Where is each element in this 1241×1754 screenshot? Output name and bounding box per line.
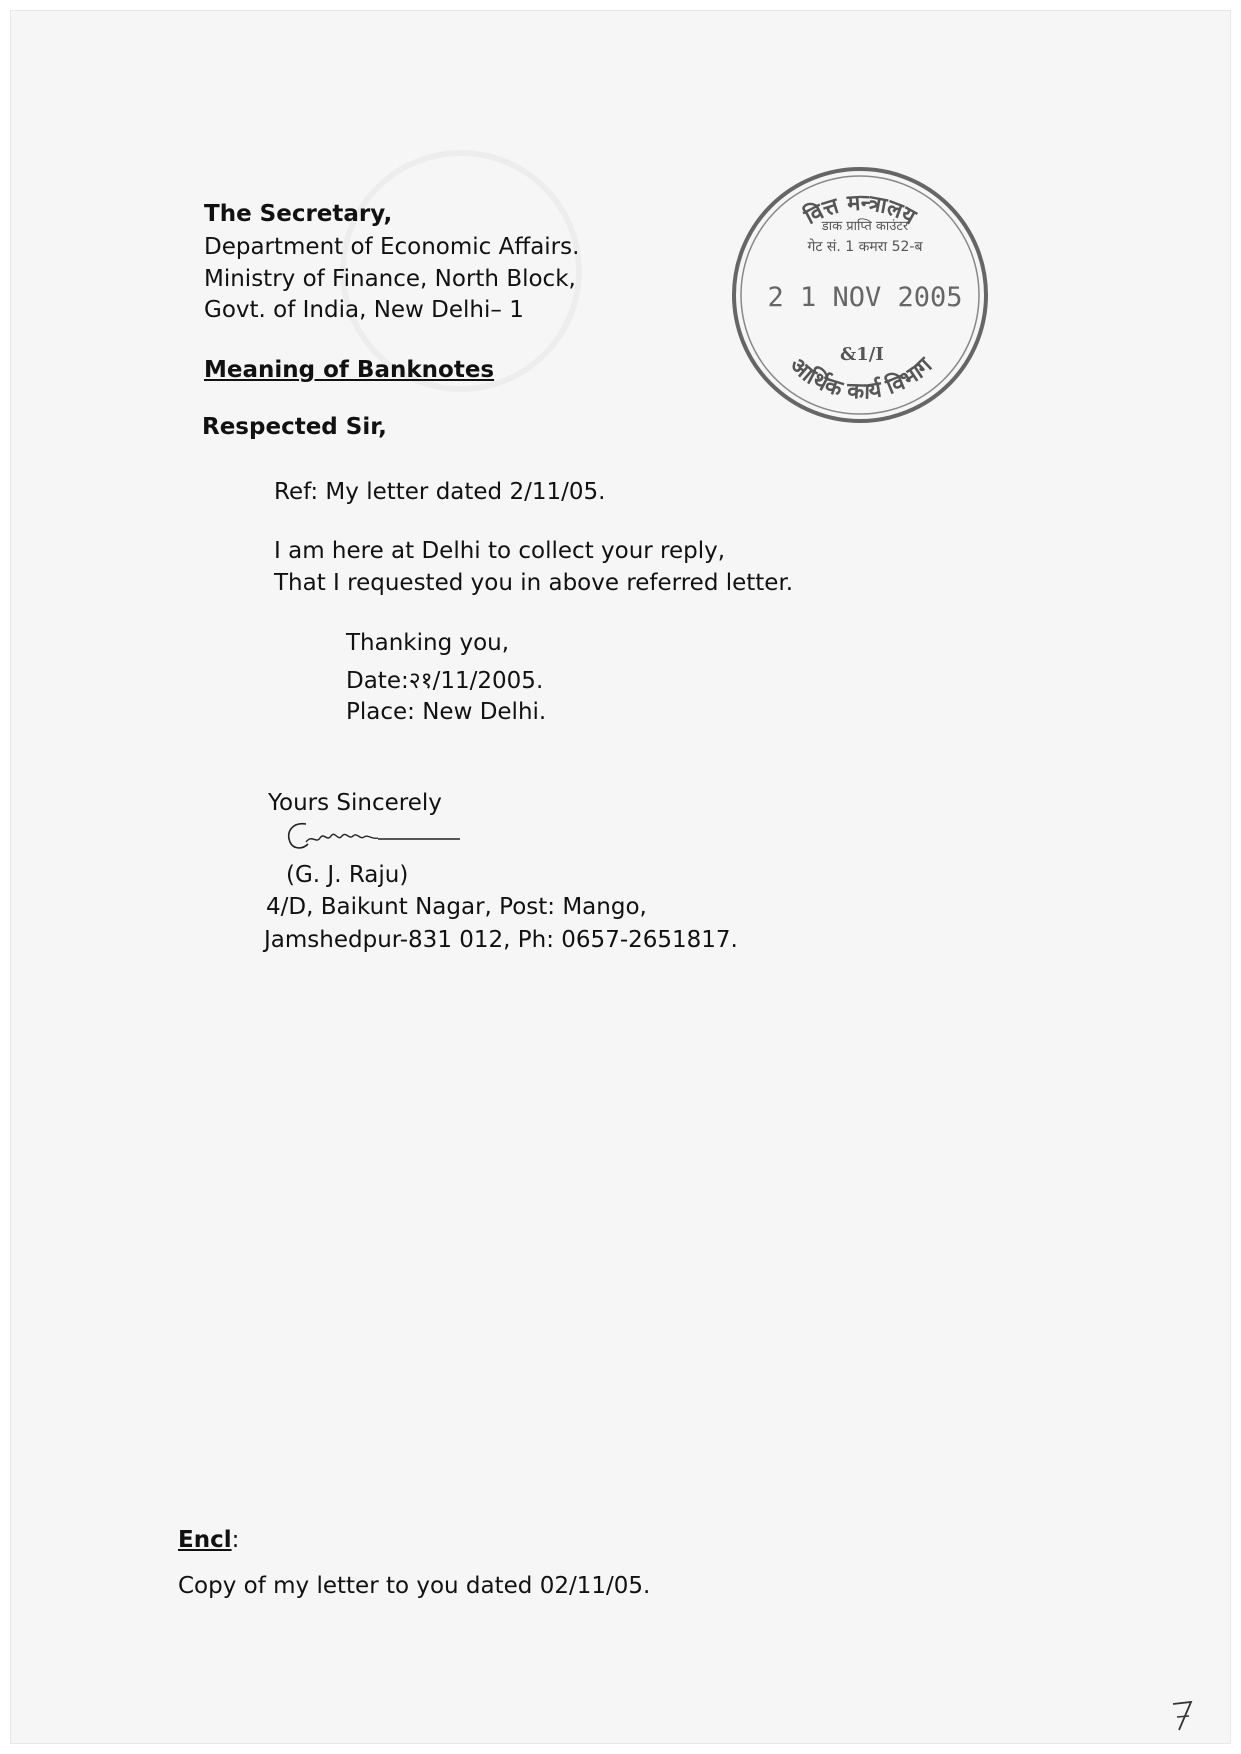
letter-page bbox=[10, 10, 1231, 1744]
valediction: Yours Sincerely bbox=[268, 790, 442, 816]
place-line: Place: New Delhi. bbox=[346, 699, 547, 725]
recipient-department: Department of Economic Affairs. bbox=[204, 234, 580, 260]
body-line-2: That I requested you in above referred letter. bbox=[274, 570, 794, 596]
recipient-title: The Secretary, bbox=[204, 201, 393, 227]
reference-line: Ref: My letter dated 2/11/05. bbox=[274, 479, 606, 505]
recipient-ministry: Ministry of Finance, North Block, bbox=[204, 266, 576, 292]
recipient-address: Govt. of India, New Delhi– 1 bbox=[204, 297, 524, 323]
subject-line: Meaning of Banknotes bbox=[204, 357, 495, 383]
handwritten-signature bbox=[284, 818, 464, 858]
enclosure-text: Copy of my letter to you dated 02/11/05. bbox=[178, 1573, 651, 1599]
stamp-line-1: डाक प्राप्ति काउंटर bbox=[821, 219, 909, 234]
salutation: Respected Sir, bbox=[202, 414, 387, 440]
stamp-mark: &1/I bbox=[840, 344, 884, 365]
stamp-line-2: गेट सं. 1 कमरा 52-ब bbox=[807, 239, 923, 255]
signer-address-2: Jamshedpur-831 012, Ph: 0657-2651817. bbox=[264, 927, 738, 953]
enclosure-heading bbox=[178, 1526, 239, 1555]
stamp-bottom-text: आर्थिक कार्य विभाग bbox=[784, 352, 938, 405]
stamp-top-text: वित्त मन्त्रालय bbox=[800, 190, 920, 231]
thanks-line: Thanking you, bbox=[346, 630, 510, 656]
body-line-1: I am here at Delhi to collect your reply, bbox=[274, 538, 726, 564]
page-number bbox=[1168, 1696, 1198, 1736]
stamp-date: 2 1 NOV 2005 bbox=[767, 282, 963, 313]
date-line: Date:२१/11/2005. bbox=[346, 668, 544, 694]
enclosure-label: Encl bbox=[178, 1527, 232, 1553]
enclosure-colon: : bbox=[231, 1527, 240, 1553]
signer-address-1: 4/D, Baikunt Nagar, Post: Mango, bbox=[266, 894, 647, 920]
ministry-received-stamp bbox=[725, 160, 995, 430]
signer-name: (G. J. Raju) bbox=[286, 862, 409, 888]
